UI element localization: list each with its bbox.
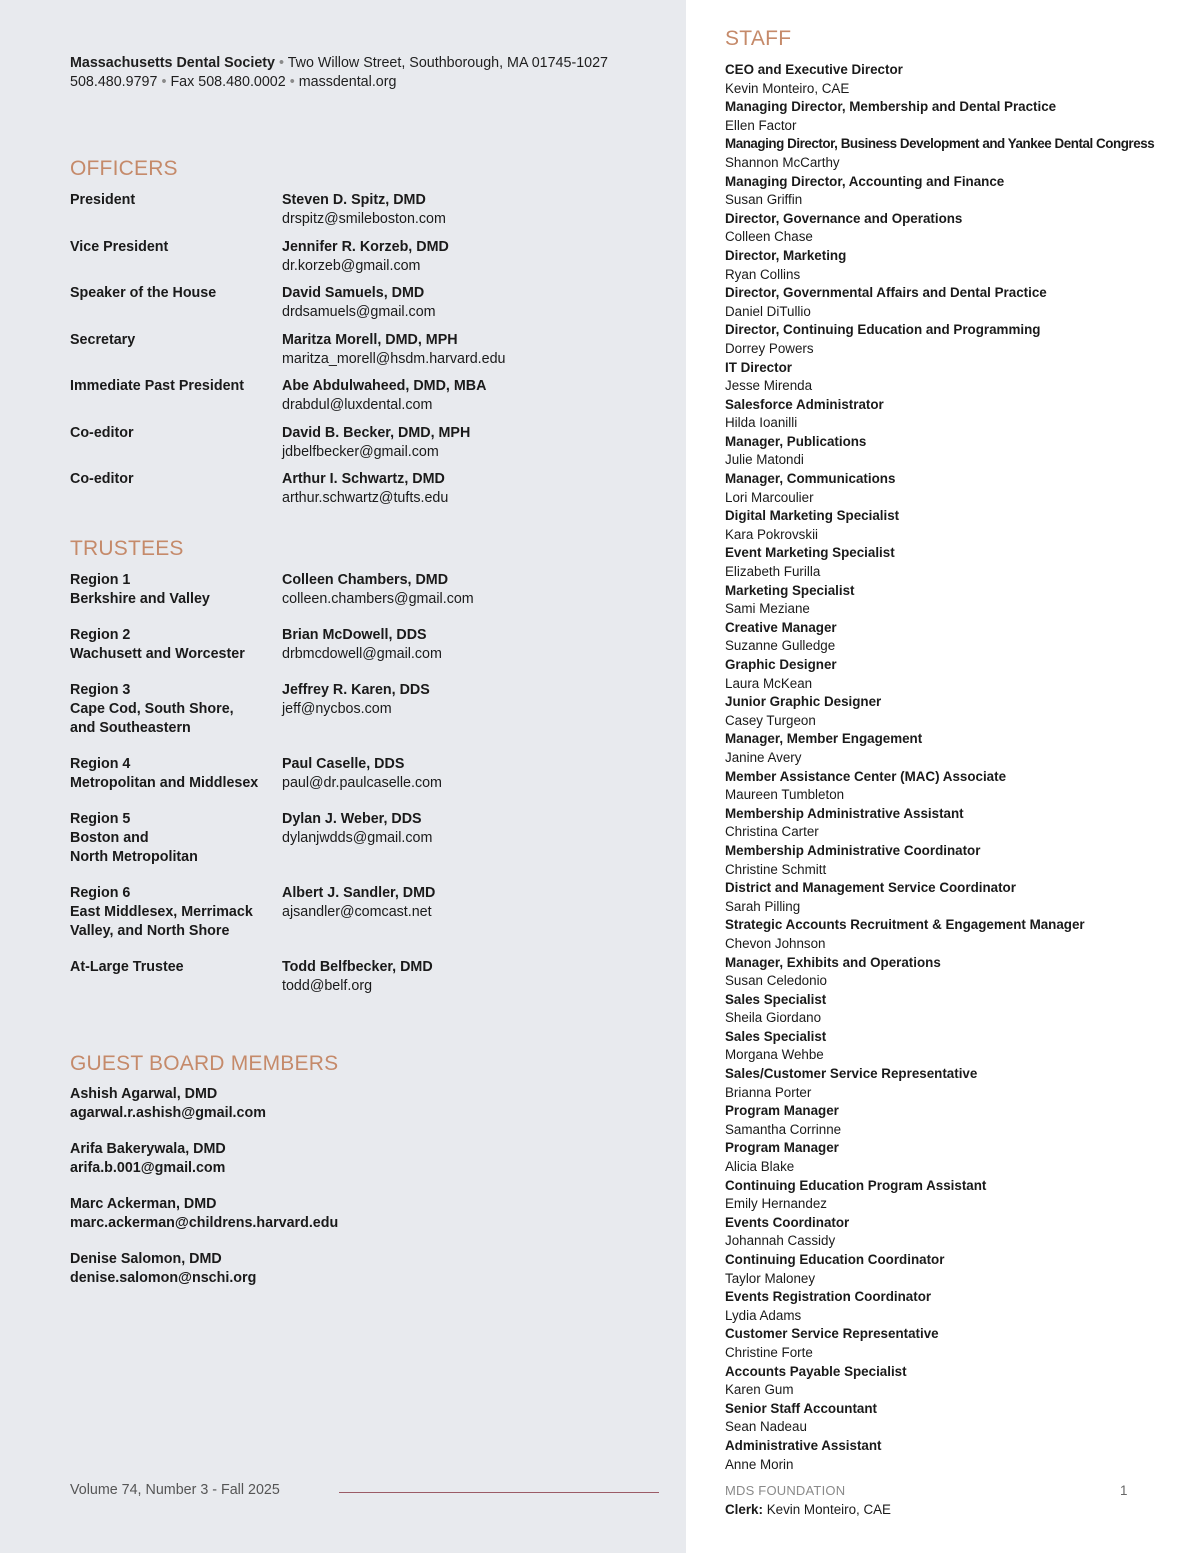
staff-title-line: CEO and Executive Director xyxy=(725,62,903,77)
trustee-region-line: Region 3 xyxy=(70,682,131,698)
officer-name: Steven D. Spitz, DMD xyxy=(282,192,426,208)
staff-title-line: IT Director xyxy=(725,359,792,375)
guest-email: agarwal.r.ashish@gmail.com xyxy=(70,1105,266,1121)
trustee-row xyxy=(70,884,670,958)
officer-role: Co-editor xyxy=(70,424,134,441)
trustee-contact xyxy=(282,571,672,609)
staff-name: Lydia Adams xyxy=(725,1307,802,1323)
trustee-email: jeff@nycbos.com xyxy=(282,701,392,717)
officer-email: jdbelfbecker@gmail.com xyxy=(282,443,439,460)
staff-title-line: Continuing Education Coordinator xyxy=(725,1252,945,1267)
staff-name: Anne Morin xyxy=(725,1456,794,1472)
org-website: massdental.org xyxy=(298,74,397,90)
clerk-label: Clerk: xyxy=(725,1502,763,1517)
trustee-region-line: Region 4 xyxy=(70,756,131,772)
staff-name: Sarah Pilling xyxy=(725,898,801,914)
officer-name: Maritza Morell, DMD, MPH xyxy=(282,331,458,348)
trustee-email: todd@belf.org xyxy=(282,978,373,994)
trustees-title: TRUSTEES xyxy=(70,537,184,560)
staff-name: Susan Celedonio xyxy=(725,973,827,989)
officer-row xyxy=(70,238,670,285)
trustee-region xyxy=(70,755,275,793)
staff-name: Elizabeth Furilla xyxy=(725,564,821,580)
officer-role: Immediate Past President xyxy=(70,378,245,394)
separator-dot: • xyxy=(289,74,295,90)
staff-name: Samantha Corrinne xyxy=(725,1121,842,1137)
officer-role: Secretary xyxy=(70,331,136,348)
staff-name: Emily Hernandez xyxy=(725,1196,827,1212)
footer-divider xyxy=(339,1492,659,1493)
guests-title: GUEST BOARD MEMBERS xyxy=(70,1052,339,1075)
staff-list xyxy=(725,61,1195,1474)
guest-name: Ashish Agarwal, DMD xyxy=(70,1086,218,1102)
trustee-region-line: Valley, and North Shore xyxy=(70,923,230,939)
staff-title-line: Membership Administrative Assistant xyxy=(725,805,964,821)
staff-title-line: Managing Director, Accounting and Finance xyxy=(725,173,1005,189)
staff-title-line: Member Assistance Center (MAC) Associate xyxy=(725,768,1007,784)
trustee-contact xyxy=(282,626,672,664)
officer-role: Vice President xyxy=(70,238,169,255)
officer-name: David B. Becker, DMD, MPH xyxy=(282,424,471,441)
foundation-clerk xyxy=(725,1502,891,1517)
trustee-name: Todd Belfbecker, DMD xyxy=(282,959,433,975)
staff-name: Kevin Monteiro, CAE xyxy=(725,80,850,96)
separator-dot: • xyxy=(279,55,285,71)
staff-name: Christine Forte xyxy=(725,1344,813,1360)
staff-name: Taylor Maloney xyxy=(725,1270,816,1286)
staff-name: Sean Nadeau xyxy=(725,1419,807,1435)
staff-title-line: Graphic Designer xyxy=(725,657,837,672)
trustee-region xyxy=(70,884,275,941)
officer-contact xyxy=(282,331,672,369)
trustee-region-line: Berkshire and Valley xyxy=(70,591,210,607)
org-phone: 508.480.9797 xyxy=(70,74,158,90)
staff-name: Susan Griffin xyxy=(725,192,803,208)
trustee-email: drbmcdowell@gmail.com xyxy=(282,646,442,662)
trustee-email: colleen.chambers@gmail.com xyxy=(282,591,474,607)
page-number: 1 xyxy=(1120,1483,1128,1498)
staff-name: Jesse Mirenda xyxy=(725,378,813,394)
staff-title: STAFF xyxy=(725,27,792,50)
staff-title-line: Events Coordinator xyxy=(725,1214,850,1230)
trustee-name: Albert J. Sandler, DMD xyxy=(282,885,436,901)
staff-name: Karen Gum xyxy=(725,1382,794,1398)
staff-title-line: Manager, Communications xyxy=(725,471,896,487)
officer-contact xyxy=(282,470,672,508)
officer-email: drspitz@smileboston.com xyxy=(282,211,446,227)
officer-contact xyxy=(282,377,672,415)
staff-name: Brianna Porter xyxy=(725,1084,812,1100)
officer-row xyxy=(70,424,670,471)
staff-name: Chevon Johnson xyxy=(725,935,826,951)
guest-email: arifa.b.001@gmail.com xyxy=(70,1160,226,1176)
right-panel xyxy=(686,0,1200,1553)
trustee-row xyxy=(70,810,670,884)
officers-list xyxy=(70,191,670,517)
staff-name: Shannon McCarthy xyxy=(725,154,840,170)
staff-name: Janine Avery xyxy=(725,749,802,765)
officer-email: dr.korzeb@gmail.com xyxy=(282,257,421,274)
staff-title-line: Manager, Exhibits and Operations xyxy=(725,954,941,970)
trustee-contact xyxy=(282,958,672,996)
guest-email: marc.ackerman@childrens.harvard.edu xyxy=(70,1215,339,1231)
staff-name: Morgana Wehbe xyxy=(725,1047,824,1063)
officer-name: David Samuels, DMD xyxy=(282,285,425,301)
staff-title-line: Digital Marketing Specialist xyxy=(725,508,900,524)
staff-name: Julie Matondi xyxy=(725,452,804,468)
trustee-name: Dylan J. Weber, DDS xyxy=(282,811,422,827)
staff-name: Lori Marcoulier xyxy=(725,489,814,505)
trustee-region-line: Region 2 xyxy=(70,627,131,643)
staff-title-line: Director, Marketing xyxy=(725,247,847,263)
staff-title-line: Membership Administrative Coordinator xyxy=(725,842,981,858)
trustee-contact xyxy=(282,681,672,719)
staff-title-line: District and Management Service Coordinator xyxy=(725,880,1016,896)
staff-name: Ellen Factor xyxy=(725,117,797,133)
guest-name: Marc Ackerman, DMD xyxy=(70,1196,217,1212)
trustee-region-line: Region 1 xyxy=(70,572,131,588)
staff-title-line: Salesforce Administrator xyxy=(725,396,884,412)
staff-title-line: Administrative Assistant xyxy=(725,1437,882,1453)
trustee-email: paul@dr.paulcaselle.com xyxy=(282,775,442,791)
staff-title-line: Program Manager xyxy=(725,1140,839,1156)
staff-title-line: Senior Staff Accountant xyxy=(725,1400,878,1416)
trustee-region-line: North Metropolitan xyxy=(70,849,198,865)
staff-title-line: Program Manager xyxy=(725,1103,839,1119)
staff-name: Christina Carter xyxy=(725,824,819,840)
separator-dot: • xyxy=(161,74,167,90)
officer-role: Speaker of the House xyxy=(70,285,217,301)
officer-email: maritza_morell@hsdm.harvard.edu xyxy=(282,350,506,367)
officers-title: OFFICERS xyxy=(70,157,178,180)
trustee-region xyxy=(70,681,275,738)
officer-email: drabdul@luxdental.com xyxy=(282,397,433,413)
officer-contact xyxy=(282,424,672,462)
org-name: Massachusetts Dental Society xyxy=(70,55,276,71)
guest-name: Denise Salomon, DMD xyxy=(70,1251,222,1267)
trustee-region xyxy=(70,571,275,609)
staff-name: Casey Turgeon xyxy=(725,712,816,728)
staff-name: Daniel DiTullio xyxy=(725,303,811,319)
guests-list xyxy=(70,1085,338,1305)
staff-title-line: Events Registration Coordinator xyxy=(725,1289,932,1305)
staff-name: Kara Pokrovskii xyxy=(725,526,819,542)
officer-email: drdsamuels@gmail.com xyxy=(282,304,436,320)
staff-name: Alicia Blake xyxy=(725,1159,795,1175)
staff-title-line: Managing Director, Membership and Dental Practice xyxy=(725,99,1057,115)
officer-row xyxy=(70,331,670,378)
trustee-region-line: Boston and xyxy=(70,830,149,846)
guest-member xyxy=(70,1195,338,1250)
officer-role: Co-editor xyxy=(70,471,134,487)
staff-title-line: Accounts Payable Specialist xyxy=(725,1363,907,1379)
officer-row xyxy=(70,470,670,517)
staff-name: Laura McKean xyxy=(725,675,813,691)
staff-title-line: Director, Governance and Operations xyxy=(725,210,963,226)
guest-name: Arifa Bakerywala, DMD xyxy=(70,1141,226,1157)
staff-title-line: Event Marketing Specialist xyxy=(725,545,895,561)
staff-name: Maureen Tumbleton xyxy=(725,787,845,803)
officer-contact xyxy=(282,191,672,229)
trustees-list xyxy=(70,571,670,1013)
staff-title-line: Sales Specialist xyxy=(725,991,827,1007)
staff-title-line: Manager, Member Engagement xyxy=(725,731,923,747)
trustee-row xyxy=(70,681,670,755)
staff-name: Colleen Chase xyxy=(725,229,813,245)
trustee-row xyxy=(70,755,670,810)
officer-row xyxy=(70,191,670,238)
trustee-region-line: Wachusett and Worcester xyxy=(70,646,245,662)
trustee-row xyxy=(70,626,670,681)
trustee-region-line: and Southeastern xyxy=(70,720,191,736)
officer-contact xyxy=(282,238,672,276)
staff-name: Suzanne Gulledge xyxy=(725,638,836,654)
trustee-region-line: Region 6 xyxy=(70,885,131,901)
trustee-contact xyxy=(282,755,672,793)
trustee-region xyxy=(70,958,275,977)
guest-member xyxy=(70,1140,338,1195)
staff-title-line: Junior Graphic Designer xyxy=(725,694,882,710)
officer-contact xyxy=(282,284,672,322)
staff-title-line: Director, Continuing Education and Programming xyxy=(725,322,1041,338)
staff-title-line: Sales Specialist xyxy=(725,1028,827,1044)
staff-title-line: Creative Manager xyxy=(725,619,837,635)
trustee-email: dylanjwdds@gmail.com xyxy=(282,830,433,846)
trustee-region-line: Region 5 xyxy=(70,811,131,827)
guest-member xyxy=(70,1250,338,1305)
foundation-title: MDS FOUNDATION xyxy=(725,1483,846,1498)
staff-title-line: Continuing Education Program Assistant xyxy=(725,1177,987,1193)
trustee-name: Jeffrey R. Karen, DDS xyxy=(282,682,430,698)
issue-label: Volume 74, Number 3 - Fall 2025 xyxy=(70,1482,280,1498)
staff-title-line: Managing Director, Business Development and Yankee Dental Congress xyxy=(725,136,1155,152)
org-address-block xyxy=(70,54,608,92)
org-fax: Fax 508.480.0002 xyxy=(170,74,286,90)
trustee-region xyxy=(70,626,275,664)
staff-name: Ryan Collins xyxy=(725,266,801,282)
trustee-name: Paul Caselle, DDS xyxy=(282,756,405,772)
trustee-region-line: At-Large Trustee xyxy=(70,959,184,975)
trustee-contact xyxy=(282,810,672,848)
org-address: Two Willow Street, Southborough, MA 01745-1027 xyxy=(287,55,609,71)
trustee-region xyxy=(70,810,275,867)
staff-name: Johannah Cassidy xyxy=(725,1233,836,1249)
staff-title-line: Customer Service Representative xyxy=(725,1326,939,1342)
staff-name: Dorrey Powers xyxy=(725,340,814,356)
officer-row xyxy=(70,284,670,331)
officer-row xyxy=(70,377,670,424)
trustee-name: Brian McDowell, DDS xyxy=(282,627,427,643)
trustee-region-line: East Middlesex, Merrimack xyxy=(70,904,253,920)
trustee-contact xyxy=(282,884,672,922)
staff-name: Sheila Giordano xyxy=(725,1010,822,1026)
trustee-name: Colleen Chambers, DMD xyxy=(282,572,449,588)
staff-name: Sami Meziane xyxy=(725,601,810,617)
trustee-row xyxy=(70,571,670,626)
officer-name: Jennifer R. Korzeb, DMD xyxy=(282,238,449,255)
clerk-name: Kevin Monteiro, CAE xyxy=(766,1502,891,1517)
guest-email: denise.salomon@nschi.org xyxy=(70,1270,257,1286)
officer-name: Abe Abdulwaheed, DMD, MBA xyxy=(282,378,487,394)
staff-title-line: Sales/Customer Service Representative xyxy=(725,1066,978,1082)
staff-title-line: Marketing Specialist xyxy=(725,582,855,598)
trustee-row xyxy=(70,958,670,1013)
guest-member xyxy=(70,1085,338,1140)
staff-name: Hilda Ioanilli xyxy=(725,415,798,431)
staff-title-line: Manager, Publications xyxy=(725,433,867,449)
officer-email: arthur.schwartz@tufts.edu xyxy=(282,490,449,506)
trustee-email: ajsandler@comcast.net xyxy=(282,904,432,920)
officer-role: President xyxy=(70,192,136,208)
staff-title-line: Director, Governmental Affairs and Dental Practice xyxy=(725,285,1047,301)
trustee-region-line: Cape Cod, South Shore, xyxy=(70,701,234,717)
trustee-region-line: Metropolitan and Middlesex xyxy=(70,775,259,791)
officer-name: Arthur I. Schwartz, DMD xyxy=(282,471,445,487)
staff-name: Christine Schmitt xyxy=(725,861,827,877)
staff-title-line: Strategic Accounts Recruitment & Engagement Manager xyxy=(725,917,1085,933)
